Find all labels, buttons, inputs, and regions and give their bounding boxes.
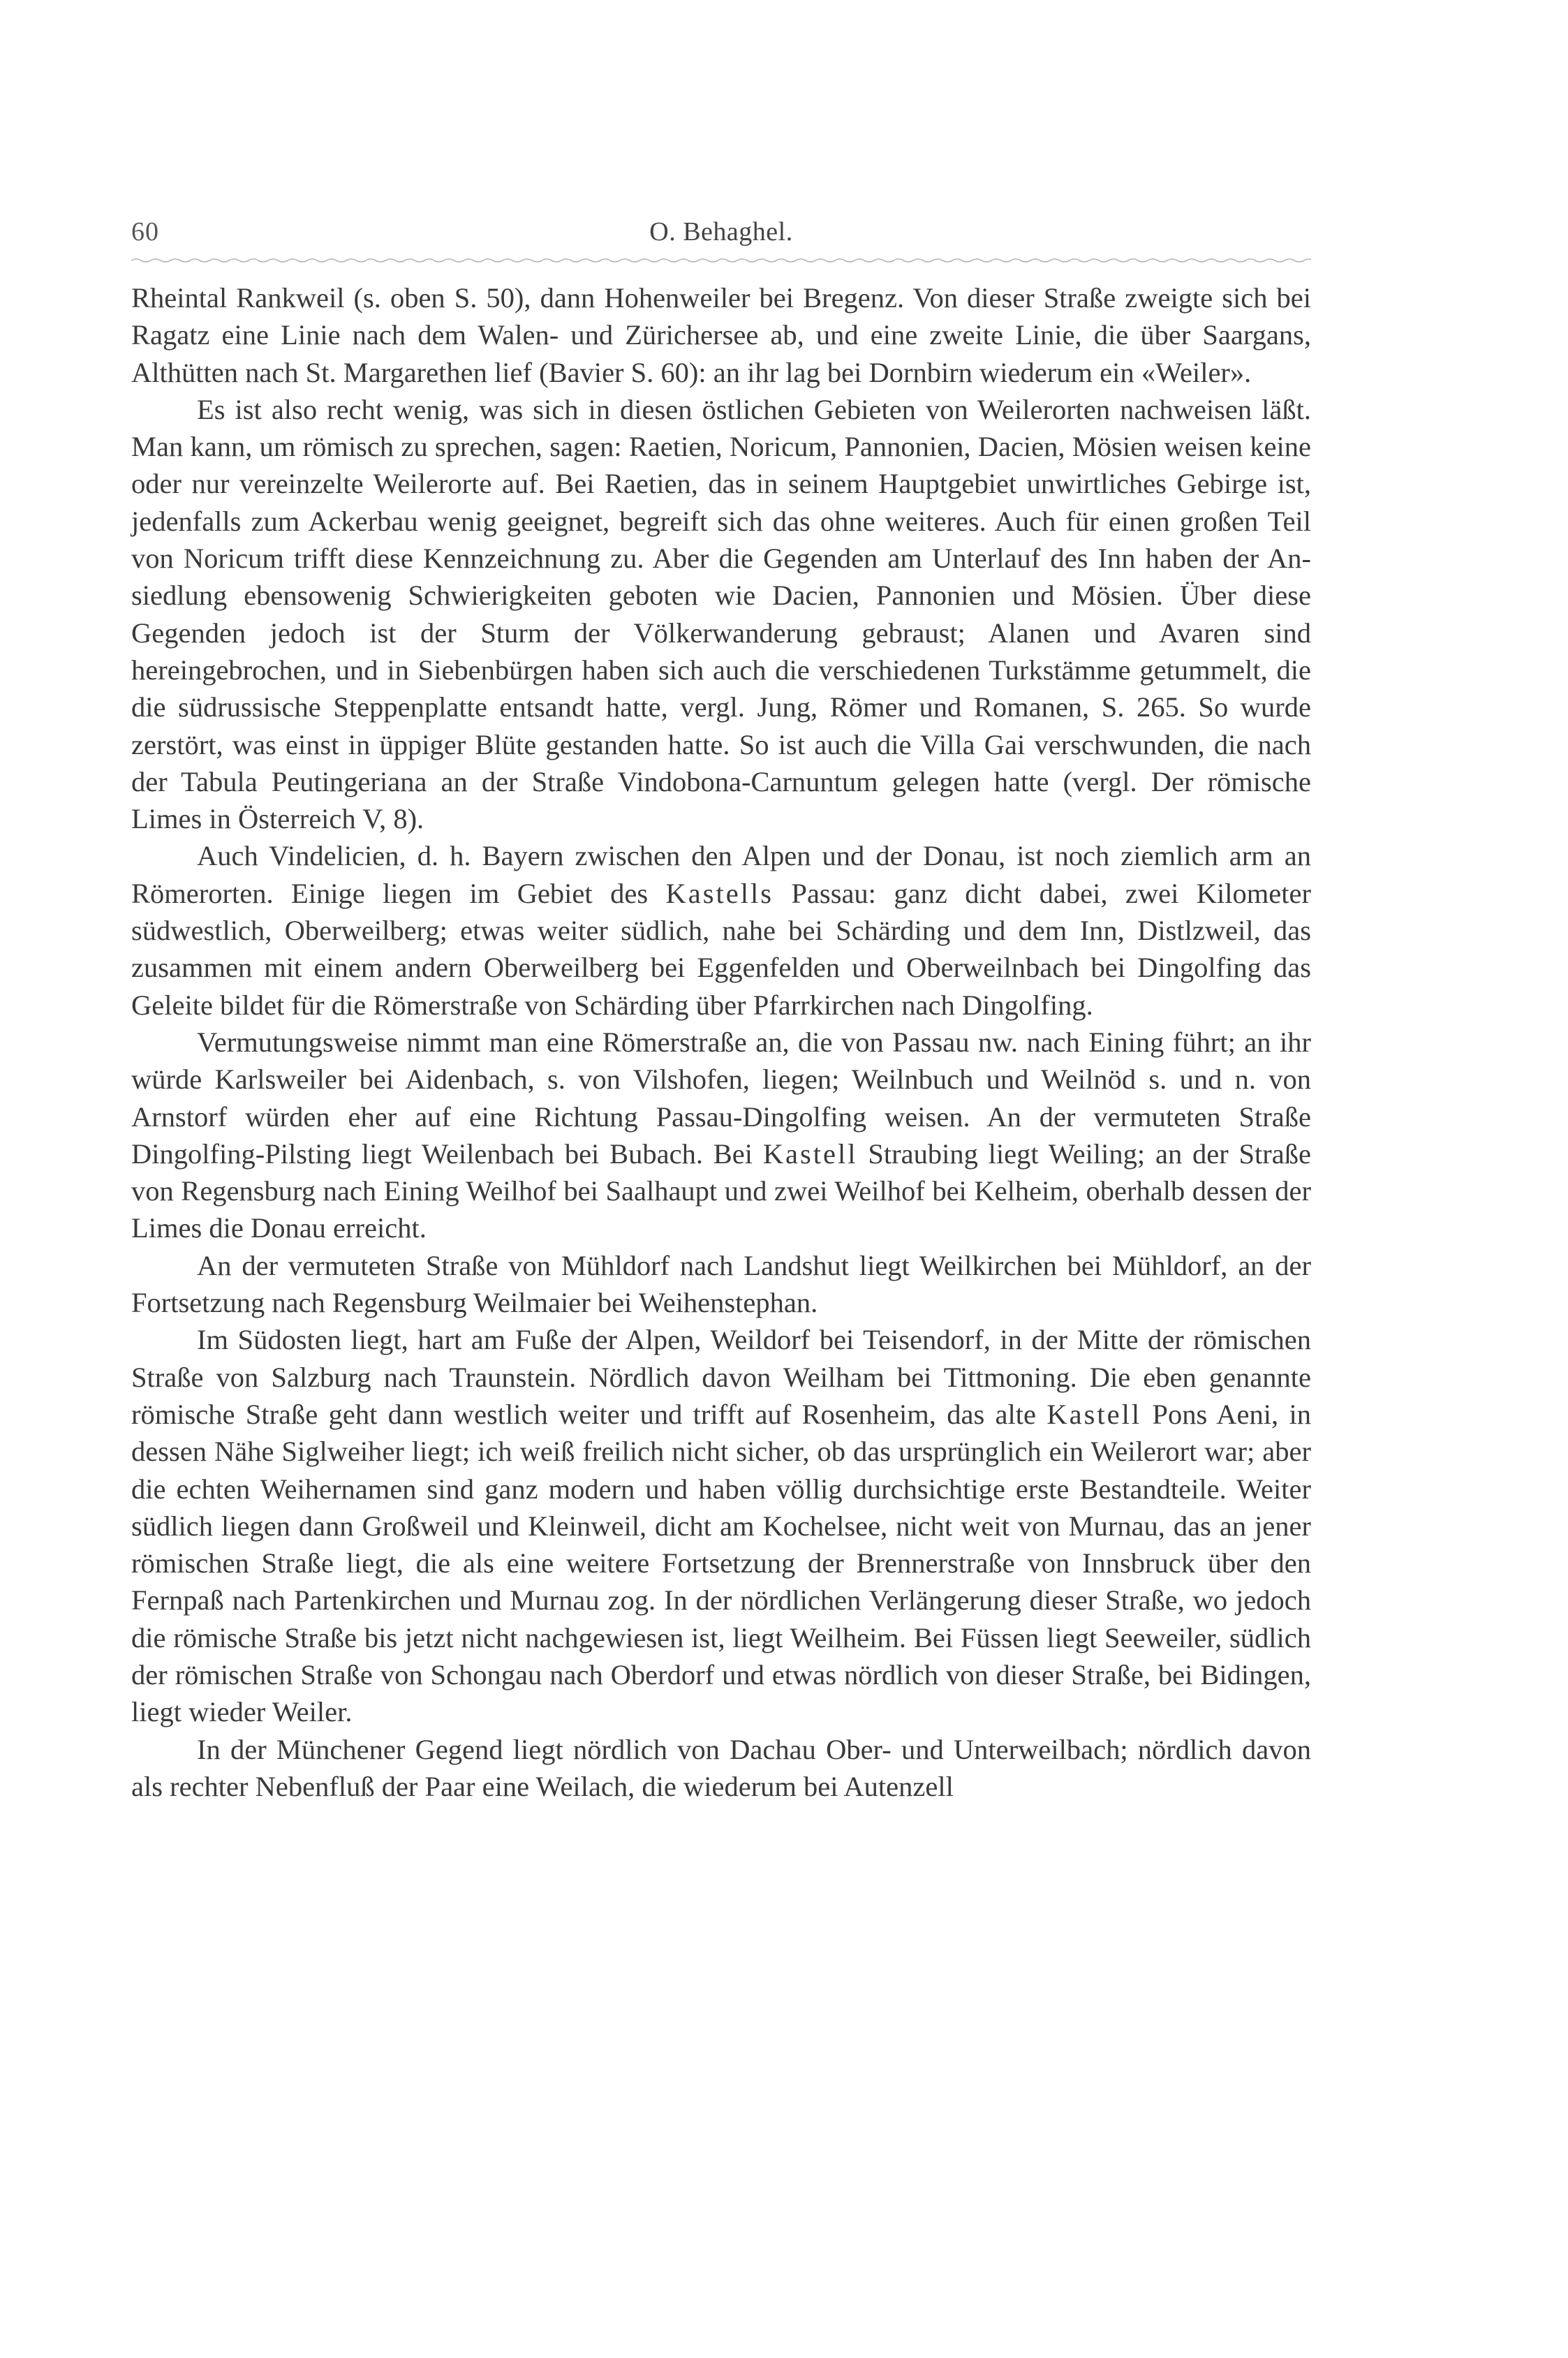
paragraph-4 bbox=[131, 1024, 1311, 1247]
paragraph-6 bbox=[131, 1321, 1311, 1730]
spaced-word: Kastell bbox=[1046, 1398, 1142, 1430]
paragraph-1 bbox=[131, 279, 1311, 391]
header-wavy-rule bbox=[131, 257, 1311, 264]
text-run: An der vermuteten Straße von Mühldorf nach Landshut liegt Weilkirchen bei Mühldorf, an der Fortsetzung nach Regensburg Weilmaier bei Weihenstephan. bbox=[131, 1249, 1311, 1319]
page-number: 60 bbox=[131, 217, 159, 246]
paragraph-7 bbox=[131, 1731, 1311, 1806]
paragraph-3 bbox=[131, 837, 1311, 1023]
paragraph-2 bbox=[131, 391, 1311, 838]
spaced-word: Kastells bbox=[665, 877, 774, 909]
text-run: Straubing liegt Weiling; an der Straße von Regensburg nach Eining Weilhof bei Saalhaupt und zwei Weilhof bei Kelheim, oberhalb dessen der Limes die Donau erreicht. bbox=[131, 1137, 1311, 1244]
text-run: Es ist also recht wenig, was sich in diesen östlichen Gebieten von Weilerorten nachweisen läßt. Man kann, um römisch zu sprechen, sagen: Raetien, Noricum, Pannonien, Dacien, Mösien weisen keine oder nur vereinzelte Weilerorte auf. Bei Raetien, das in seinem Hauptgebiet unwirtliches Gebirge ist, jedenfalls zum Ackerbau wenig geeignet, begreift sich das ohne weiteres. Auch für einen großen Teil von Noricum trifft diese Kennzeichnung zu. Aber die Gegenden am Unterlauf des Inn haben der Ansiedlung ebensowenig Schwierigkeiten geboten wie Dacien, Pannonien und Mösien. Über diese Gegenden jedoch ist der Sturm der Völkerwanderung gebraust; Alanen und Avaren sind hereingebrochen, und in Siebenbürgen haben sich auch die verschiedenen Turkstämme getummelt, die die südrussische Steppenplatte entsandt hatte, vergl. Jung, Römer und Romanen, S. 265. So wurde zerstört, was einst in üppiger Blüte gestanden hatte. So ist auch die Villa Gai verschwunden, die nach der Tabula Peutingeriana an der Straße Vindobona-Carnuntum gelegen hatte (vergl. Der römische Limes in Österreich V, 8). bbox=[131, 393, 1311, 835]
spaced-word: Kastell bbox=[762, 1137, 858, 1170]
text-run: Passau: ganz dicht dabei, zwei Kilometer südwestlich, Oberweilberg; etwas weiter südlich, nahe bei Schärding und dem Inn, Distlzweil, das zusammen mit einem andern Oberweilberg bei Eggenfelden und Oberweilnbach bei Dingolfing das Geleite bildet für die Römerstraße von Schärding über Pfarrkirchen nach Dingolfing. bbox=[131, 877, 1311, 1021]
text-run: Rheintal Rankweil (s. oben S. 50), dann Hohenweiler bei Bregenz. Von dieser Straße zweigte sich bei Ragatz eine Linie nach dem Walen- und Zürichersee ab, und eine zweite Linie, die über Saargans, Althütten nach St. Margarethen lief (Bavier S. 60): an ihr lag bei Dornbirn wiederum ein «Weiler». bbox=[131, 282, 1311, 388]
text-run: Vermutungsweise nimmt man eine Römerstraße an, die von Passau nw. nach Eining führt; an ihr würde Karlsweiler bei Aidenbach, s. von Vilshofen, liegen; Weilnbuch und Weilnöd s. und n. von Arnstorf würden eher auf eine Richtung Passau-Dingolfing weisen. An der vermuteten Straße Dingolfing-Pilsting liegt Weilenbach bei Bubach. Bei bbox=[131, 1026, 1311, 1170]
running-head: O. Behaghel. bbox=[649, 217, 793, 246]
paragraph-5 bbox=[131, 1247, 1311, 1322]
text-run: In der Münchener Gegend liegt nördlich von Dachau Ober- und Unterweilbach; nördlich davon als rechter Nebenfluß der Paar eine Weilach, die wiederum bei Autenzell bbox=[131, 1733, 1311, 1802]
text-run: Im Südosten liegt, hart am Fuße der Alpen, Weildorf bei Teisendorf, in der Mitte der römischen Straße von Salzburg nach Traunstein. Nördlich davon Weilham bei Tittmoning. Die eben genannte römische Straße geht dann westlich weiter und trifft auf Rosenheim, das alte bbox=[131, 1324, 1311, 1430]
text-run: Pons Aeni, in dessen Nähe Siglweiher liegt; ich weiß freilich nicht sicher, ob das ursprünglich ein Weilerort war; aber die echten Weihernamen sind ganz modern und haben völlig durchsichtige erste Bestandteile. Weiter südlich liegen dann Großweil und Kleinweil, dicht am Kochelsee, nicht weit von Murnau, das an jener römischen Straße liegt, die als eine weitere Fortsetzung der Brennerstraße von Innsbruck über den Fernpaß nach Partenkirchen und Murnau zog. In der nördlichen Verlängerung dieser Straße, wo jedoch die römische Straße bis jetzt nicht nachgewiesen ist, liegt Weilheim. Bei Füssen liegt Seeweiler, südlich der römischen Straße von Schongau nach Oberdorf und etwas nördlich von dieser Straße, bei Bidingen, liegt wieder Weiler. bbox=[131, 1398, 1312, 1728]
body-text bbox=[131, 279, 1311, 1805]
text-run: Auch Vindelicien, d. h. Bayern zwischen den Alpen und der Donau, ist noch ziemlich arm an Römerorten. Einige liegen im Gebiet des bbox=[131, 840, 1311, 909]
page-header bbox=[131, 216, 1311, 258]
